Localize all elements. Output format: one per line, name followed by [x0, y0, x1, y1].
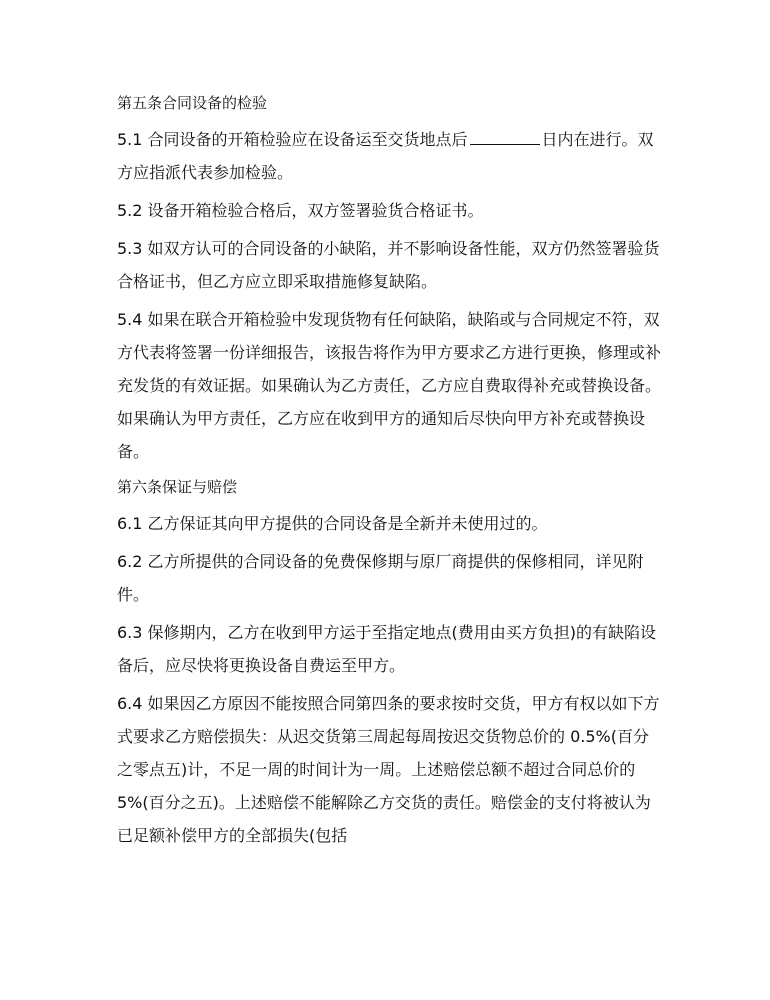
clause-5-2: 5.2 设备开箱检验合格后，双方签署验货合格证书。 [117, 201, 484, 220]
fill-in-blank [470, 130, 540, 145]
document-body [117, 89, 662, 857]
clause-5-1-text-start: 5.1 合同设备的开箱检验应在设备运至交货地点后 [117, 130, 468, 149]
clause-6-4: 6.4 如果因乙方原因不能按照合同第四条的要求按时交货，甲方有权以如下方式要求乙方赔偿损失：从迟交货第三周起每周按迟交货物总价的 0.5%(百分之零点五)计，不足一周的时间计为一周。上述赔偿总额不超过合同总价的 5%(百分之五)。上述赔偿不能解除乙方交货的责任。赔偿金的支付将被认为已足额补偿甲方的全部损失(包括 [117, 694, 660, 845]
clause-5-1-text-end: 日内在进行。双方应指派代表参加检验。 [117, 130, 654, 182]
clause-5-4: 5.4 如果在联合开箱检验中发现货物有任何缺陷，缺陷或与合同规定不符，双方代表将签署一份详细报告，该报告将作为甲方要求乙方进行更换，修理或补充发货的有效证据。如果确认为乙方责任，乙方应自费取得补充或替换设备。如果确认为甲方责任，乙方应在收到甲方的通知后尽快向甲方补充或替换设备。 [117, 310, 662, 461]
section-heading-6: 第六条保证与赔偿 [117, 478, 238, 496]
section-heading-5: 第五条合同设备的检验 [117, 94, 268, 112]
clause-5-3: 5.3 如双方认可的合同设备的小缺陷，并不影响设备性能，双方仍然签署验货合格证书，但乙方应立即采取措施修复缺陷。 [117, 239, 660, 291]
clause-6-2: 6.2 乙方所提供的合同设备的免费保修期与原厂商提供的保修相同，详见附件。 [117, 552, 644, 604]
clause-5-1 [117, 123, 662, 189]
clause-6-3: 6.3 保修期内，乙方在收到甲方运于至指定地点(费用由买方负担)的有缺陷设备后，应尽快将更换设备自费运至甲方。 [117, 623, 657, 675]
clause-6-1: 6.1 乙方保证其向甲方提供的合同设备是全新并未使用过的。 [117, 514, 548, 533]
